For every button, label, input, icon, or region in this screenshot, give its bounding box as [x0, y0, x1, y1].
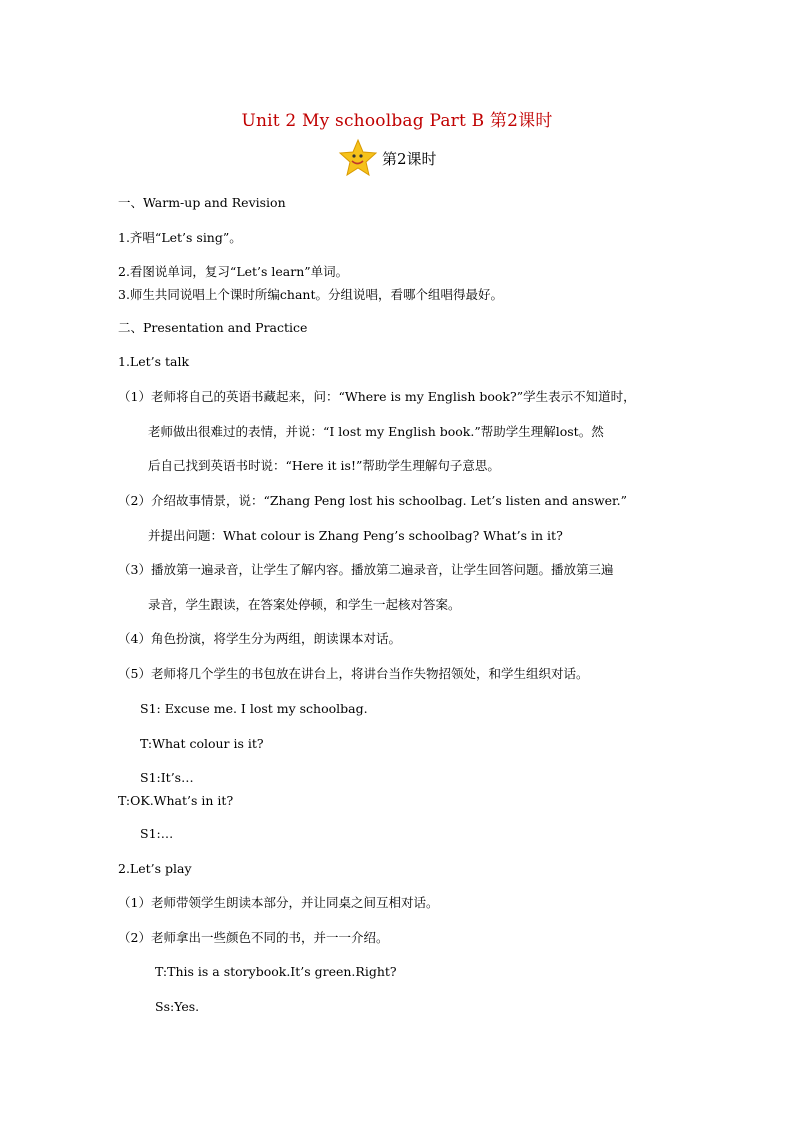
dialogue-line: T:What colour is it?	[140, 736, 264, 751]
paragraph-line: （5）老师将几个学生的书包放在讲台上，将讲台当作失物招领处，和学生组织对话。	[118, 666, 589, 681]
dialogue-line: T:This is a storybook.It’s green.Right?	[155, 964, 397, 979]
paragraph-line: （4）角色扮演，将学生分为两组，朗读课本对话。	[118, 631, 401, 646]
page-title: Unit 2 My schoolbag Part B 第2课时	[241, 111, 553, 131]
subtitle-text: 第2课时	[382, 149, 437, 168]
paragraph-line: （3）播放第一遍录音，让学生了解内容。播放第二遍录音，让学生回答问题。播放第三遍	[118, 562, 614, 577]
paragraph-line: 老师做出很难过的表情，并说：“I lost my English book.”帮助学生理解lost。然	[148, 424, 604, 439]
list-item: 1.齐唱“Let’s sing”。	[118, 230, 242, 245]
list-item: 2.Let’s play	[118, 861, 192, 876]
dialogue-line: S1:It’s…	[140, 770, 194, 785]
paragraph-line: （2）老师拿出一些颜色不同的书，并一一介绍。	[118, 930, 389, 945]
list-item: 3.师生共同说唱上个课时所编chant。分组说唱，看哪个组唱得最好。	[118, 287, 504, 302]
paragraph-line: （2）介绍故事情景，说：“Zhang Peng lost his schoolbag. Let’s listen and answer.”	[118, 493, 628, 508]
paragraph-line: （1）老师将自己的英语书藏起来，问：“Where is my English book?”学生表示不知道时，	[118, 389, 636, 404]
paragraph-line: 并提出问题：What colour is Zhang Peng’s schoolbag? What’s in it?	[148, 528, 563, 543]
dialogue-line: Ss:Yes.	[155, 999, 200, 1014]
list-item: 1.Let’s talk	[118, 354, 190, 369]
subtitle-row	[338, 138, 437, 178]
dialogue-line: S1: Excuse me. I lost my schoolbag.	[140, 701, 368, 716]
dialogue-line: S1:…	[140, 826, 174, 841]
section-heading-warmup: 一、Warm-up and Revision	[118, 195, 286, 210]
star-icon	[338, 138, 378, 178]
paragraph-line: 录音，学生跟读，在答案处停顿，和学生一起核对答案。	[148, 597, 461, 612]
paragraph-line: 后自己找到英语书时说：“Here it is!”帮助学生理解句子意思。	[148, 458, 500, 473]
section-heading-presentation: 二、Presentation and Practice	[118, 320, 308, 335]
list-item: 2.看图说单词，复习“Let’s learn”单词。	[118, 264, 349, 279]
dialogue-line: T:OK.What’s in it?	[118, 793, 234, 808]
paragraph-line: （1）老师带领学生朗读本部分，并让同桌之间互相对话。	[118, 895, 439, 910]
